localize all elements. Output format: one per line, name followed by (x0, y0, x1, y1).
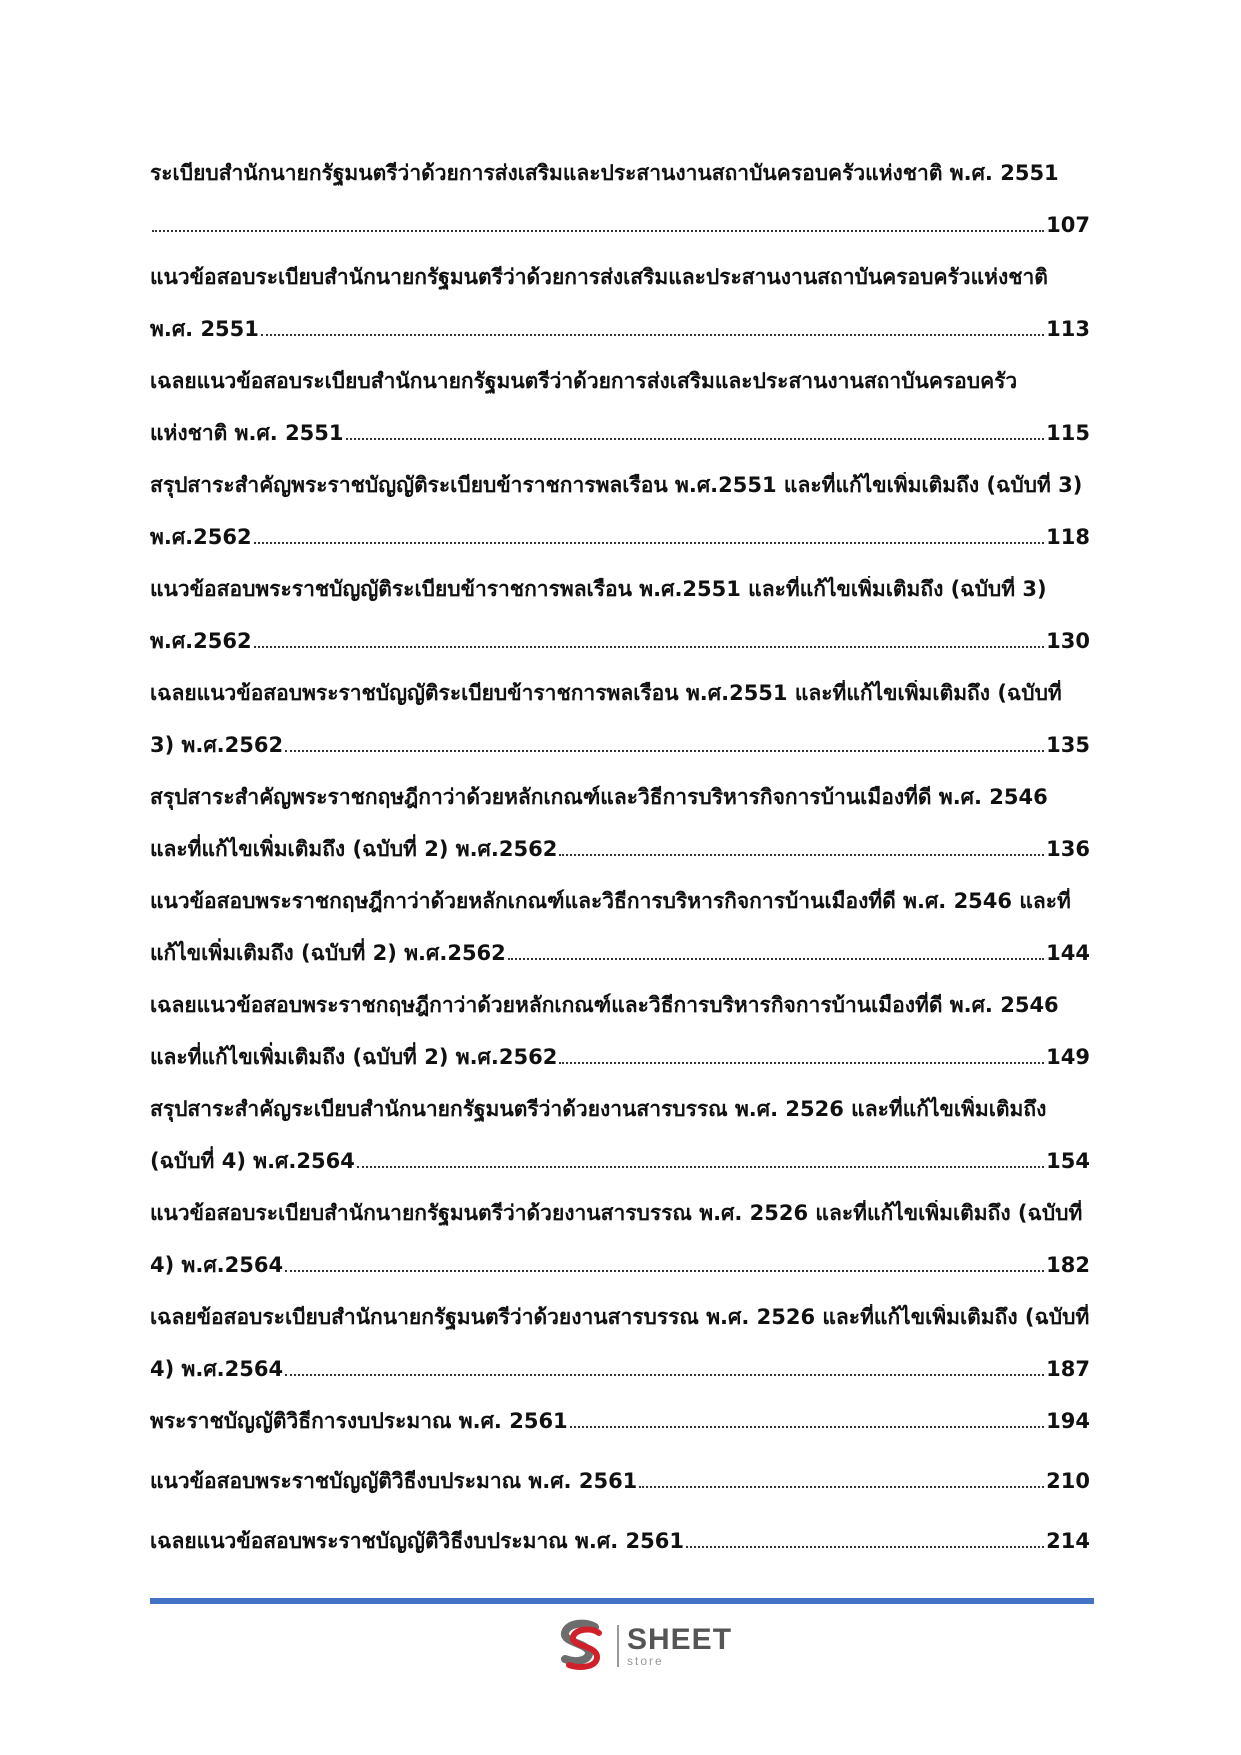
toc-page-number: 118 (1046, 525, 1090, 549)
toc-page-number: 210 (1046, 1469, 1090, 1493)
dot-leader (559, 850, 1044, 856)
toc-entry-title-cont: แก้ไขเพิ่มเติมถึง (ฉบับที่ 2) พ.ศ.2562 (150, 941, 506, 965)
toc-page-number: 113 (1046, 317, 1090, 341)
toc-entry[interactable] (150, 1468, 1090, 1494)
toc-entry[interactable] (150, 160, 1090, 238)
toc-entry-title: พระราชบัญญัติวิธีการงบประมาณ พ.ศ. 2561 (150, 1409, 568, 1433)
toc-entry-title: เฉลยแนวข้อสอบพระราชบัญญัติระเบียบข้าราชการพลเรือน พ.ศ.2551 และที่แก้ไขเพิ่มเติมถึง (ฉบับที่ (150, 681, 1062, 705)
toc-entry[interactable] (150, 784, 1090, 862)
toc-entry-title: แนวข้อสอบพระราชกฤษฎีกาว่าด้วยหลักเกณฑ์และวิธีการบริหารกิจการบ้านเมืองที่ดี พ.ศ. 2546 และที่ (150, 889, 1071, 913)
toc-entry-title: สรุปสาระสำคัญระเบียบสำนักนายกรัฐมนตรีว่าด้วยงานสารบรรณ พ.ศ. 2526 และที่แก้ไขเพิ่มเติมถึง (150, 1097, 1047, 1121)
toc-entry[interactable] (150, 1096, 1090, 1174)
dot-leader (639, 1482, 1044, 1488)
toc-entry-title-cont: (ฉบับที่ 4) พ.ศ.2564 (150, 1149, 355, 1173)
footer-rule (150, 1598, 1094, 1604)
toc-page-number: 135 (1046, 733, 1090, 757)
toc-entry[interactable] (150, 680, 1090, 758)
dot-leader (686, 1542, 1044, 1548)
footer-logo (555, 1616, 732, 1676)
toc-entry-title-cont: พ.ศ. 2551 (150, 317, 259, 341)
toc-entry-title: เฉลยข้อสอบระเบียบสำนักนายกรัฐมนตรีว่าด้วยงานสารบรรณ พ.ศ. 2526 และที่แก้ไขเพิ่มเติมถึง (ฉบับที่ (150, 1305, 1090, 1329)
toc-entry[interactable] (150, 888, 1090, 966)
toc-entry-title-cont: และที่แก้ไขเพิ่มเติมถึง (ฉบับที่ 2) พ.ศ.2562 (150, 1045, 558, 1069)
toc-entry-title: แนวข้อสอบระเบียบสำนักนายกรัฐมนตรีว่าด้วยงานสารบรรณ พ.ศ. 2526 และที่แก้ไขเพิ่มเติมถึง (ฉบับที่ (150, 1201, 1083, 1225)
toc-entry-title: แนวข้อสอบพระราชบัญญัติระเบียบข้าราชการพลเรือน พ.ศ.2551 และที่แก้ไขเพิ่มเติมถึง (ฉบับที่ 3) (150, 577, 1047, 601)
toc-entry-title-cont: พ.ศ.2562 (150, 629, 252, 653)
toc-entry-title: แนวข้อสอบระเบียบสำนักนายกรัฐมนตรีว่าด้วยการส่งเสริมและประสานงานสถาบันครอบครัวแห่งชาติ (150, 265, 1048, 289)
sheet-store-logo-icon (555, 1619, 607, 1673)
toc-entry-title: เฉลยแนวข้อสอบพระราชกฤษฎีกาว่าด้วยหลักเกณฑ์และวิธีการบริหารกิจการบ้านเมืองที่ดี พ.ศ. 2546 (150, 993, 1059, 1017)
toc-entry-title: สรุปสาระสำคัญพระราชบัญญัติระเบียบข้าราชการพลเรือน พ.ศ.2551 และที่แก้ไขเพิ่มเติมถึง (ฉบับที่ 3) (150, 473, 1083, 497)
dot-leader (152, 226, 1044, 232)
dot-leader (285, 746, 1044, 752)
toc-entry[interactable] (150, 992, 1090, 1070)
toc-page-number: 154 (1046, 1149, 1090, 1173)
toc-entry[interactable] (150, 264, 1090, 342)
brand-subtitle: store (627, 1654, 664, 1668)
toc-entry[interactable] (150, 472, 1090, 550)
toc-page-number: 214 (1046, 1529, 1090, 1553)
toc-page-number: 115 (1046, 421, 1090, 445)
toc-entry-title: เฉลยแนวข้อสอบพระราชบัญญัติวิธีงบประมาณ พ.ศ. 2561 (150, 1529, 684, 1553)
toc-entry[interactable] (150, 1200, 1090, 1278)
dot-leader (254, 538, 1045, 544)
dot-leader (357, 1162, 1044, 1168)
dot-leader (261, 330, 1044, 336)
toc-entry-title: เฉลยแนวข้อสอบระเบียบสำนักนายกรัฐมนตรีว่าด้วยการส่งเสริมและประสานงานสถาบันครอบครัว (150, 369, 1018, 393)
toc-entry-title-cont: 4) พ.ศ.2564 (150, 1253, 284, 1277)
toc-page-number: 149 (1046, 1045, 1090, 1069)
dot-leader (346, 434, 1045, 440)
toc-entry[interactable] (150, 1304, 1090, 1382)
toc-page-number: 136 (1046, 837, 1090, 861)
dot-leader (508, 954, 1044, 960)
dot-leader (254, 642, 1045, 648)
toc-entry-title-cont: และที่แก้ไขเพิ่มเติมถึง (ฉบับที่ 2) พ.ศ.2562 (150, 837, 558, 861)
brand-name: SHEET (627, 1623, 733, 1656)
dot-leader (285, 1266, 1044, 1272)
toc-entry[interactable] (150, 1528, 1090, 1554)
toc-page-number: 182 (1046, 1253, 1090, 1277)
toc-page-number: 107 (1046, 213, 1090, 237)
dot-leader (559, 1058, 1044, 1064)
dot-leader (285, 1370, 1044, 1376)
toc-entry-title-cont: พ.ศ.2562 (150, 525, 252, 549)
brand-wordmark (617, 1625, 732, 1667)
toc-entry-title: สรุปสาระสำคัญพระราชกฤษฎีกาว่าด้วยหลักเกณฑ์และวิธีการบริหารกิจการบ้านเมืองที่ดี พ.ศ. 2546 (150, 785, 1048, 809)
toc-entry-title: ระเบียบสำนักนายกรัฐมนตรีว่าด้วยการส่งเสริมและประสานงานสถาบันครอบครัวแห่งชาติ พ.ศ. 2551 (150, 161, 1059, 185)
toc-page-number: 144 (1046, 941, 1090, 965)
dot-leader (570, 1422, 1044, 1428)
toc-entry[interactable] (150, 576, 1090, 654)
toc-page-number: 130 (1046, 629, 1090, 653)
toc-entry-title-cont: 4) พ.ศ.2564 (150, 1357, 284, 1381)
toc-entry[interactable] (150, 1408, 1090, 1434)
toc-entry-title-cont: แห่งชาติ พ.ศ. 2551 (150, 421, 344, 445)
toc-entry-title-cont: 3) พ.ศ.2562 (150, 733, 284, 757)
toc-entry-title: แนวข้อสอบพระราชบัญญัติวิธีงบประมาณ พ.ศ. 2561 (150, 1469, 638, 1493)
toc-page-number: 194 (1046, 1409, 1090, 1433)
toc-entry[interactable] (150, 368, 1090, 446)
toc-page-number: 187 (1046, 1357, 1090, 1381)
